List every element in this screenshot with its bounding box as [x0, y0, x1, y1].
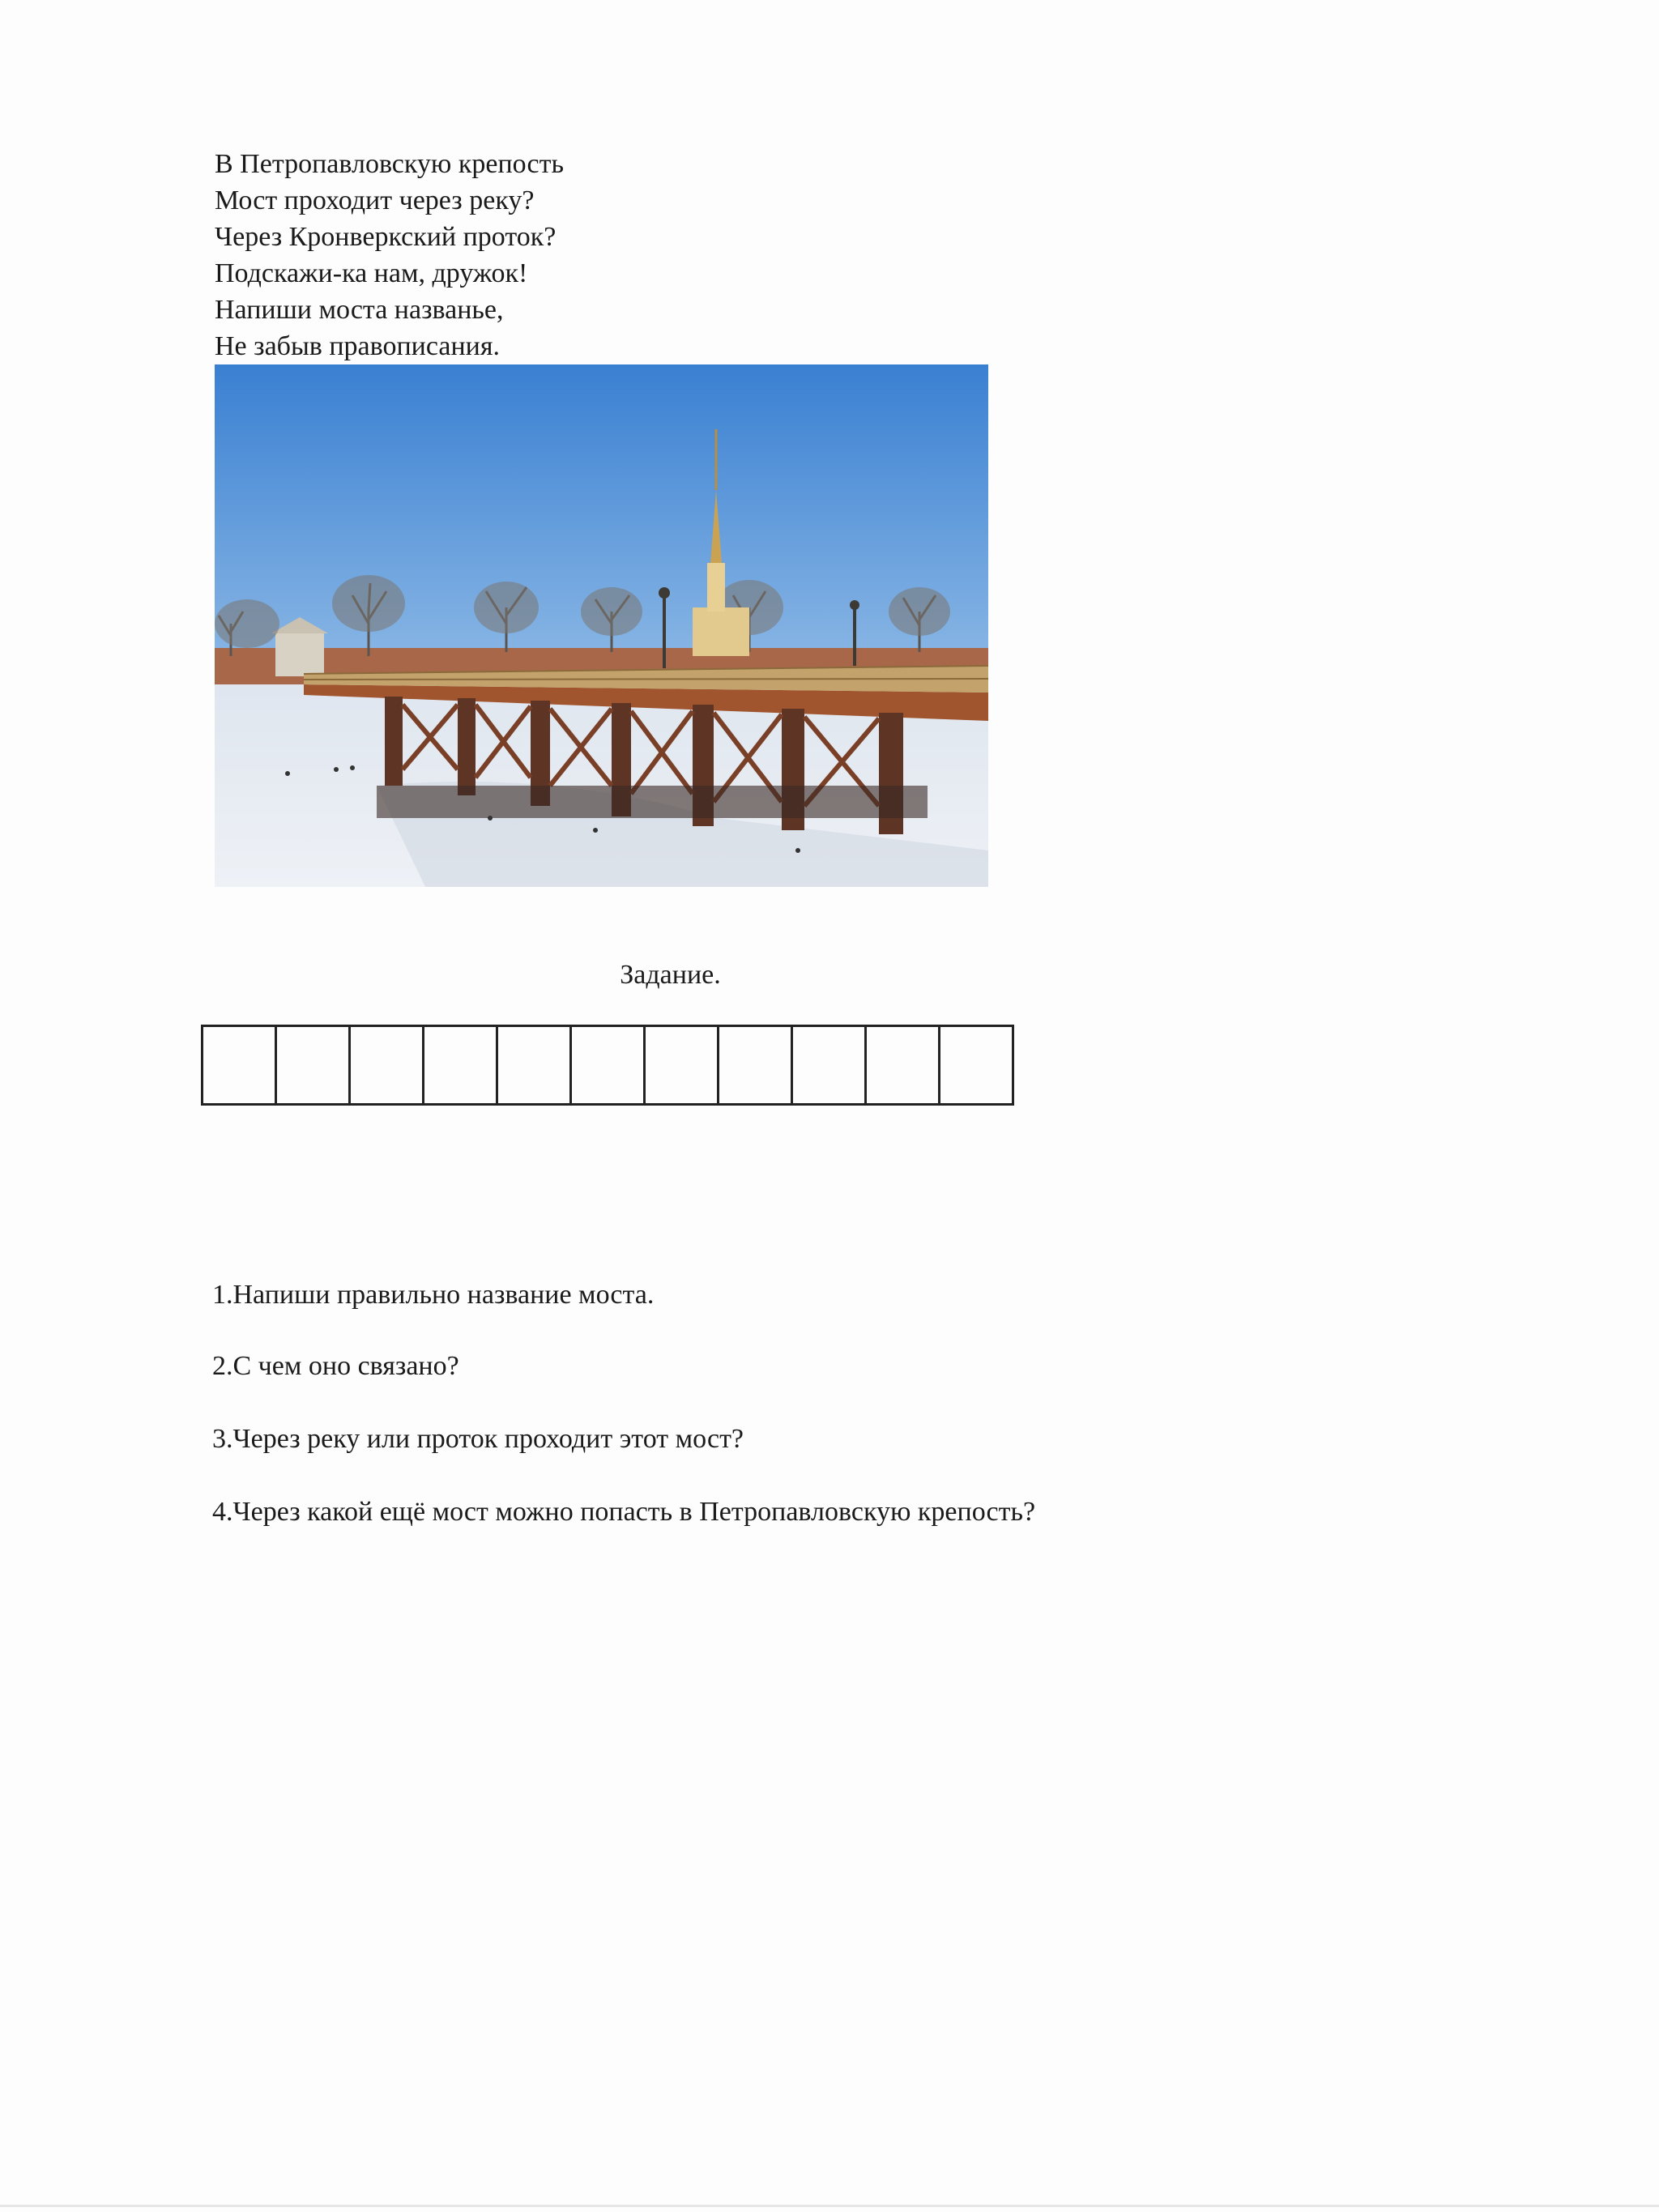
letter-cell[interactable] [572, 1027, 646, 1103]
letter-cell[interactable] [424, 1027, 498, 1103]
answer-letter-grid [201, 1025, 1014, 1106]
letter-cell[interactable] [498, 1027, 572, 1103]
letter-cell[interactable] [719, 1027, 793, 1103]
poem-line: Не забыв правописания. [215, 331, 500, 361]
question-3: 3.Через реку или проток проходит этот мост? [212, 1424, 744, 1454]
poem-line: Напиши моста названье, [215, 295, 504, 325]
poem-line: Мост проходит через реку? [215, 185, 535, 215]
page-edge-divider [0, 2205, 1659, 2207]
letter-cell[interactable] [646, 1027, 719, 1103]
poem-line: Через Кронверкский проток? [215, 222, 557, 252]
bridge-photo [215, 364, 988, 887]
question-1: 1.Напиши правильно название моста. [212, 1280, 655, 1310]
letter-cell[interactable] [940, 1027, 1014, 1103]
question-4: 4.Через какой ещё мост можно попасть в Петропавловскую крепость? [212, 1497, 1036, 1527]
bridge-photo-image [215, 364, 988, 887]
letter-cell[interactable] [351, 1027, 424, 1103]
poem [215, 146, 564, 364]
letter-cell[interactable] [277, 1027, 351, 1103]
letter-cell[interactable] [867, 1027, 940, 1103]
question-2: 2.С чем оно связано? [212, 1351, 459, 1381]
letter-cell[interactable] [203, 1027, 277, 1103]
task-title: Задание. [620, 960, 721, 990]
poem-line: В Петропавловскую крепость [215, 149, 564, 179]
poem-line: Подскажи-ка нам, дружок! [215, 258, 528, 288]
letter-cell[interactable] [793, 1027, 867, 1103]
